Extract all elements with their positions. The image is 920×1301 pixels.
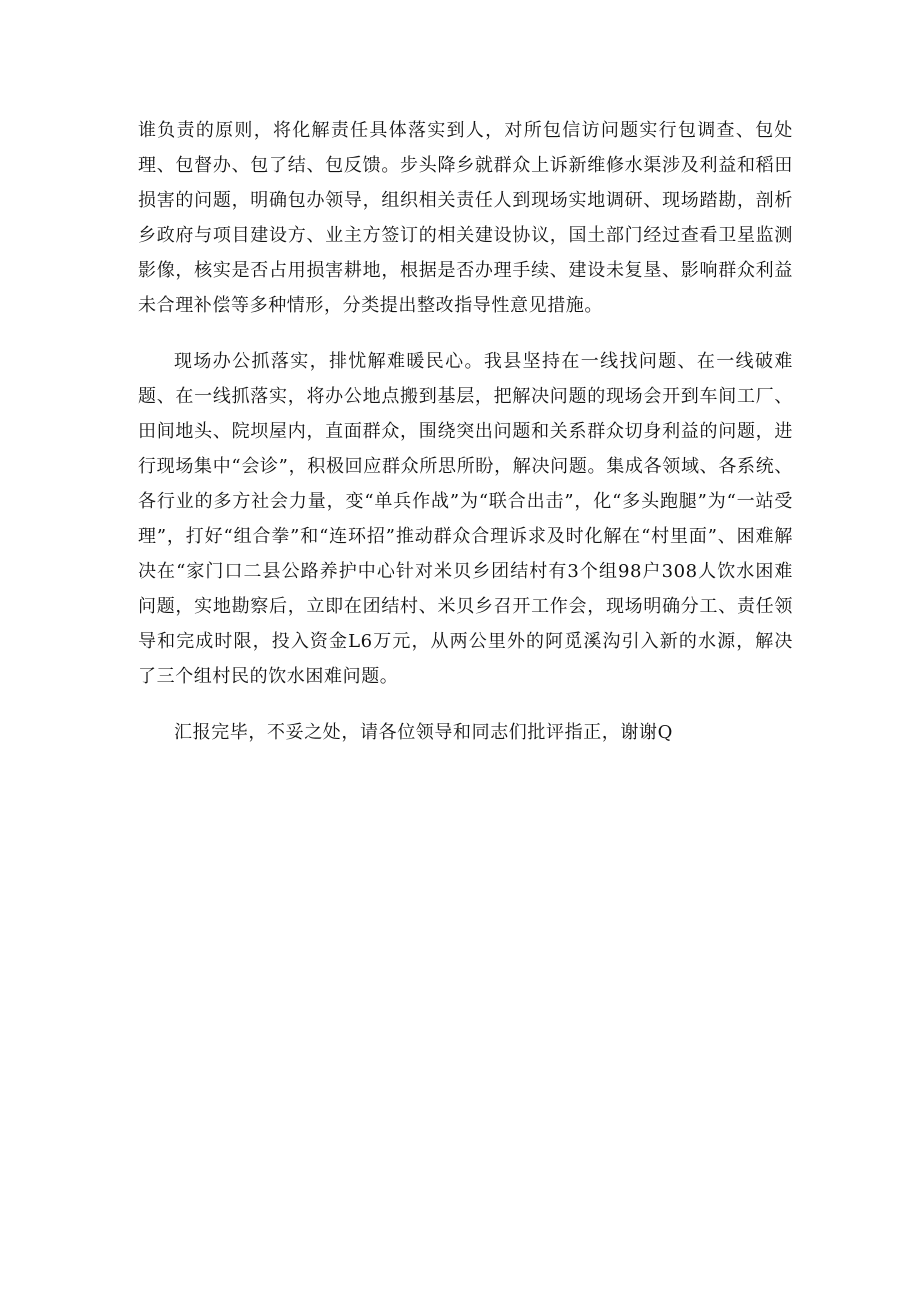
paragraph-closing: 汇报完毕，不妥之处，请各位领导和同志们批评指正，谢谢Q [174, 722, 673, 743]
paragraph-continuation: 谁负责的原则，将化解责任具体落实到人，对所包信访问题实行包调查、包处理、包督办、包了结、包反馈。步头降乡就群众上诉新维修水渠涉及利益和稻田损害的问题，明确包办领导，组织相关责任人到现场实地调研、现场踏勘，剖析乡政府与项目建设方、业主方签订的相关建设协议，国土部门经过查看卫星监测影像，核实是否占用损害耕地，根据是否办理手续、建设未复垦、影响群众利益未合理补偿等多种情形，分类提出整改指导性意见措施。 [138, 120, 793, 316]
paragraph-onsite-office: 现场办公抓落实，排忧解难暖民心。我县坚持在一线找问题、在一线破难题、在一线抓落实，将办公地点搬到基层，把解决问题的现场会开到车间工厂、田间地头、院坝屋内，直面群众，围绕突出问题和关系群众切身利益的问题，进行现场集中“会诊”，积极回应群众所思所盼，解决问题。集成各领域、各系统、各行业的多方社会力量，变“单兵作战”为“联合出击”，化“多头跑腿”为“一站受理”，打好“组合拳”和“连环招”推动群众合理诉求及时化解在“村里面”、困难解决在“家门口二县公路养护中心针对米贝乡团结村有3个组98户308人饮水困难问题，实地勘察后，立即在团结村、米贝乡召开工作会，现场明确分工、责任领导和完成时限，投入资金L6万元，从两公里外的阿觅溪沟引入新的水源，解决了三个组村民的饮水困难问题。 [138, 351, 793, 687]
document-body [138, 113, 793, 750]
